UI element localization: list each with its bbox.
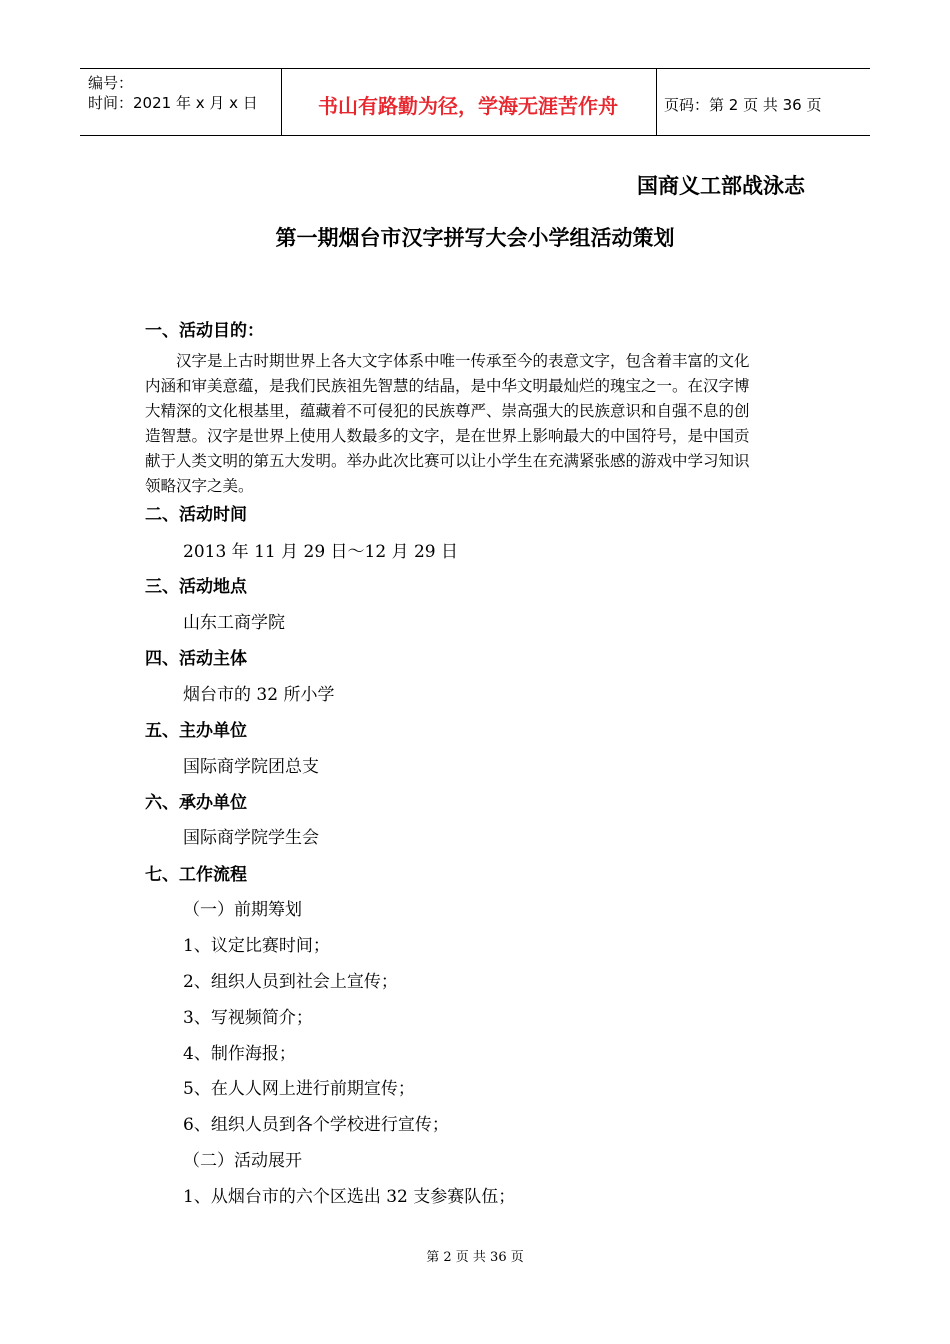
workflow-item: 5、在人人网上进行前期宣传；: [183, 1079, 415, 1099]
section-heading-location: 三、活动地点: [145, 577, 247, 597]
workflow-item: 1、议定比赛时间；: [183, 936, 330, 956]
workflow-subheading: （二）活动展开: [183, 1151, 302, 1171]
paragraph-line: 献于人类文明的第五大发明。举办此次比赛可以让小学生在充满紧张感的游戏中学习知识: [145, 452, 750, 470]
header-page-label: 页码：第 2 页 共 36 页: [664, 96, 822, 114]
section-heading-host: 六、承办单位: [145, 793, 247, 813]
workflow-item: 1、从烟台市的六个区选出 32 支参赛队伍；: [183, 1187, 516, 1207]
organization-name: 国商义工部战泳志: [637, 174, 805, 198]
header-top-border: [80, 68, 870, 69]
workflow-subheading: （一）前期筹划: [183, 900, 302, 920]
workflow-item: 3、写视频简介；: [183, 1008, 313, 1028]
workflow-item: 4、制作海报；: [183, 1044, 296, 1064]
activity-participants: 烟台市的 32 所小学: [183, 685, 335, 705]
activity-host: 国际商学院学生会: [183, 828, 319, 848]
header-number-label: 编号：: [88, 74, 134, 92]
paragraph-line: 领略汉字之美。: [145, 477, 254, 495]
activity-time: 2013 年 11 月 29 日～12 月 29 日: [183, 542, 459, 562]
section-heading-participants: 四、活动主体: [145, 649, 247, 669]
section-heading-purpose: 一、活动目的：: [145, 321, 264, 341]
paragraph-line: 造智慧。汉字是世界上使用人数最多的文字，是在世界上影响最大的中国符号，是中国贡: [145, 427, 750, 445]
purpose-paragraph: [145, 349, 815, 499]
section-heading-workflow: 七、工作流程: [145, 865, 247, 885]
header-bottom-border: [80, 135, 870, 136]
activity-organizer: 国际商学院团总支: [183, 757, 319, 777]
page-footer: 第 2 页 共 36 页: [426, 1250, 524, 1265]
section-heading-time: 二、活动时间: [145, 505, 247, 525]
section-heading-organizer: 五、主办单位: [145, 721, 247, 741]
header-motto: 书山有路勤为径，学海无涯苦作舟: [318, 94, 618, 118]
workflow-item: 2、组织人员到社会上宣传；: [183, 972, 398, 992]
header-divider-right: [656, 68, 657, 136]
document-title: 第一期烟台市汉字拼写大会小学组活动策划: [275, 226, 675, 250]
header-date-label: 时间：2021 年 x 月 x 日: [88, 94, 258, 112]
paragraph-line: 大精深的文化根基里，蕴藏着不可侵犯的民族尊严、崇高强大的民族意识和自强不息的创: [145, 402, 750, 420]
paragraph-line: 汉字是上古时期世界上各大文字体系中唯一传承至今的表意文字，包含着丰富的文化: [176, 352, 750, 370]
workflow-item: 6、组织人员到各个学校进行宣传；: [183, 1115, 449, 1135]
paragraph-line: 内涵和审美意蕴，是我们民族祖先智慧的结晶，是中华文明最灿烂的瑰宝之一。在汉字博: [145, 377, 750, 395]
activity-location: 山东工商学院: [183, 613, 285, 633]
